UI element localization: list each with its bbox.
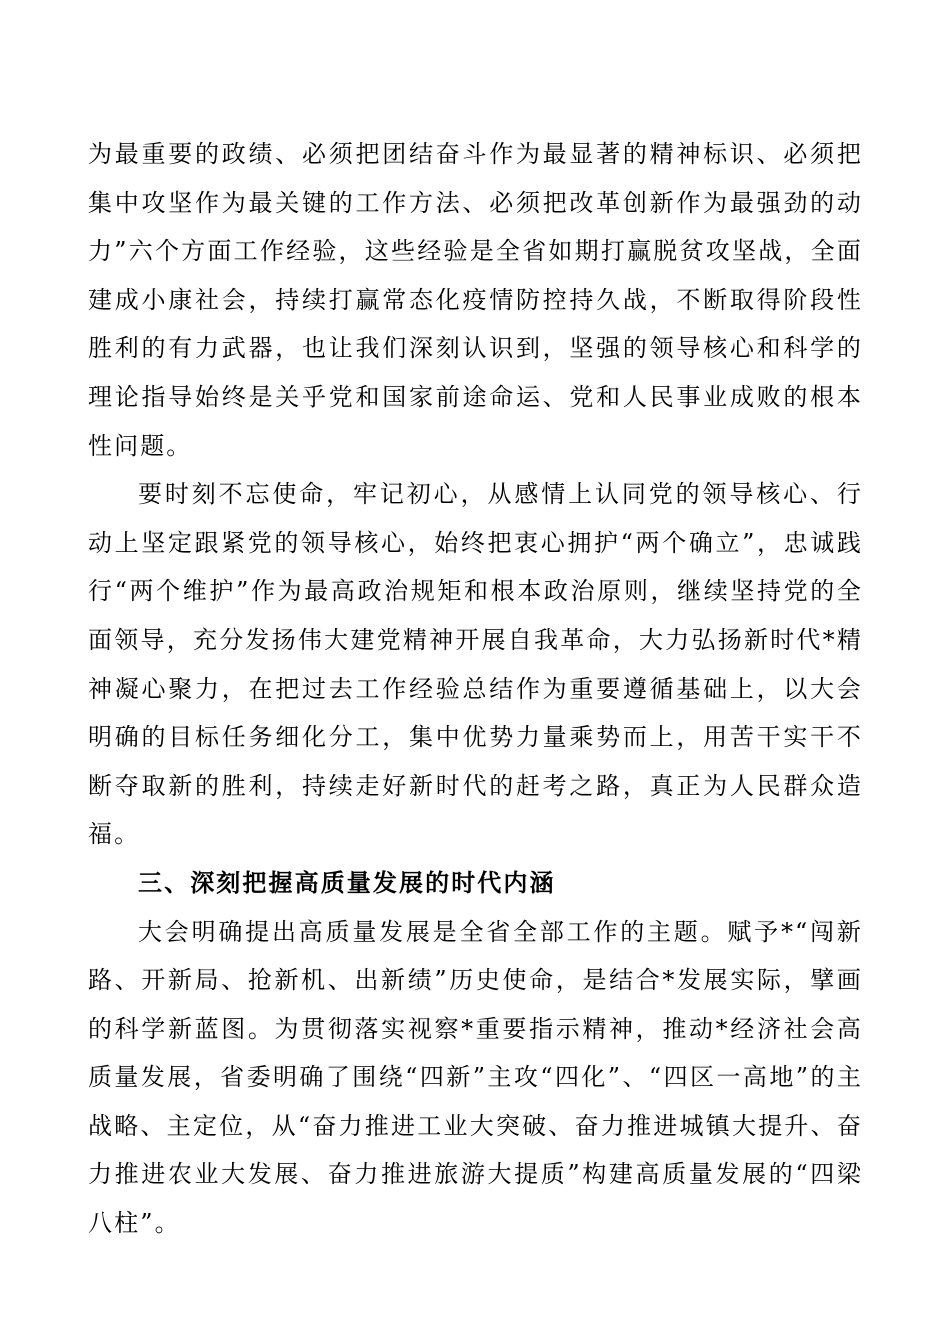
paragraph-high-quality-development: 大会明确提出高质量发展是全省全部工作的主题。赋予*“闯新路、开新局、抢新机、出新绩”历史使命，是结合*发展实际，擘画的科学新蓝图。为贯彻落实视察*重要指示精神，推动*经济社会高质量发展，省委明确了围绕“四新”主攻“四化”、“四区一高地”的主战略、主定位，从“奋力推进工业大突破、奋力推进城镇大提升、奋力推进农业大发展、奋力推进旅游大提质”构建高质量发展的“四梁八柱”。: [88, 917, 863, 1238]
document-page: [88, 130, 863, 1248]
paragraph-continued: 为最重要的政绩、必须把团结奋斗作为最显著的精神标识、必须把集中攻坚作为最关键的工作方法、必须把改革创新作为最强劲的动力”六个方面工作经验，这些经验是全省如期打赢脱贫攻坚战，全面建成小康社会，持续打赢常态化疫情防控持久战，不断取得阶段性胜利的有力武器，也让我们深刻认识到，坚强的领导核心和科学的理论指导始终是关乎党和国家前途命运、党和人民事业成败的根本性问题。: [88, 140, 863, 460]
paragraph-mission: 要时刻不忘使命，牢记初心，从感情上认同党的领导核心、行动上坚定跟紧党的领导核心，始终把衷心拥护“两个确立”，忠诚践行“两个维护”作为最高政治规矩和根本政治原则，继续坚持党的全面领导，充分发扬伟大建党精神开展自我革命，大力弘扬新时代*精神凝心聚力，在把过去工作经验总结作为重要遵循基础上，以大会明确的目标任务细化分工，集中优势力量乘势而上，用苦干实干不断夺取新的胜利，持续走好新时代的赶考之路，真正为人民群众造福。: [88, 480, 863, 849]
section-heading-3: 三、深刻把握高质量发展的时代内涵: [138, 868, 556, 897]
